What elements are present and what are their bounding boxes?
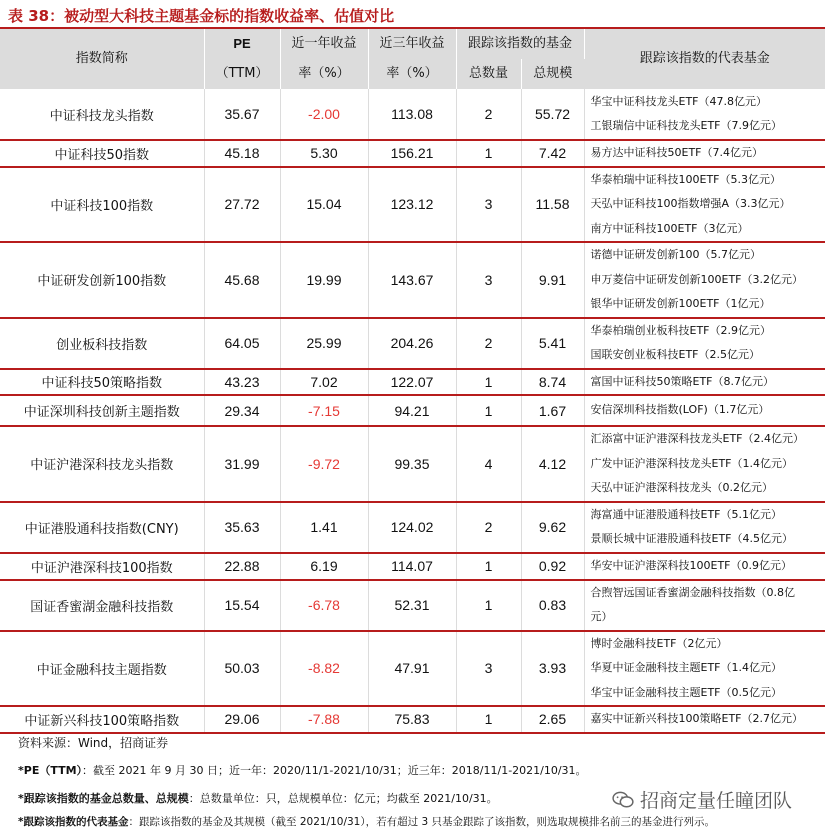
fund-scale: 0.92 — [521, 553, 584, 580]
fund-count: 2 — [456, 89, 521, 140]
fund-item: 安信深圳科技指数(LOF)（1.7亿元） — [590, 403, 770, 417]
return-1y: 25.99 — [280, 318, 368, 369]
representative-funds — [584, 631, 825, 707]
fund-item: 南方中证科技100ETF（3亿元） — [590, 221, 749, 235]
pe-value: 22.88 — [204, 553, 280, 580]
header-scale: 总规模 — [521, 59, 584, 89]
return-3y: 75.83 — [368, 706, 456, 733]
table-row — [0, 369, 825, 396]
index-name: 中证研发创新100指数 — [0, 242, 204, 318]
table-row — [0, 89, 825, 140]
watermark-text: 招商定量任瞳团队 — [640, 790, 793, 812]
fund-item: 易方达中证科技50ETF（7.4亿元） — [590, 146, 764, 159]
fund-item: 华泰柏瑞创业板科技ETF（2.9亿元） — [590, 323, 772, 337]
index-name: 中证金融科技主题指数 — [0, 631, 204, 707]
representative-funds — [584, 706, 825, 733]
fund-item: 元） — [590, 610, 613, 623]
table-row — [0, 553, 825, 580]
return-1y: 1.41 — [280, 502, 368, 553]
fund-scale: 9.62 — [521, 502, 584, 553]
pe-value: 43.23 — [204, 369, 280, 396]
return-1y: -9.72 — [280, 426, 368, 502]
return-1y: 6.19 — [280, 553, 368, 580]
fund-item: 诺德中证研发创新100（5.7亿元） — [590, 248, 762, 261]
fund-item: 华夏中证金融科技主题ETF（1.4亿元） — [590, 661, 783, 674]
index-name: 中证深圳科技创新主题指数 — [0, 395, 204, 426]
fund-item: 海富通中证港股通科技ETF（5.1亿元） — [590, 507, 783, 521]
fund-item: 广发中证沪港深科技龙头ETF（1.4亿元） — [590, 456, 794, 470]
fund-scale: 5.41 — [521, 318, 584, 369]
table-row — [0, 140, 825, 167]
table-row — [0, 167, 825, 243]
note-rep-funds — [18, 814, 715, 829]
representative-funds — [584, 242, 825, 318]
table-row — [0, 706, 825, 733]
index-name: 中证科技50指数 — [0, 140, 204, 167]
representative-funds — [584, 553, 825, 580]
header-count: 总数量 — [456, 59, 521, 89]
fund-item: 工银瑞信中证科技龙头ETF（7.9亿元） — [590, 119, 783, 132]
index-name: 中证港股通科技指数(CNY) — [0, 502, 204, 553]
fund-count: 3 — [456, 242, 521, 318]
note-pe — [18, 762, 587, 778]
table-row — [0, 318, 825, 369]
fund-item: 天弘中证科技100指数增强A（3.3亿元） — [590, 197, 791, 210]
table-row — [0, 631, 825, 707]
fund-item: 合煦智远国证香蜜湖金融科技指数（0.8亿 — [590, 585, 796, 599]
fund-count: 3 — [456, 167, 521, 243]
fund-item: 汇添富中证沪港深科技龙头ETF（2.4亿元） — [590, 432, 805, 445]
index-comparison-table — [0, 29, 825, 734]
fund-item: 天弘中证沪港深科技龙头（0.2亿元） — [590, 481, 774, 494]
fund-count: 1 — [456, 369, 521, 396]
table-row — [0, 580, 825, 631]
pe-value: 35.67 — [204, 89, 280, 140]
pe-value: 27.72 — [204, 167, 280, 243]
representative-funds — [584, 140, 825, 167]
fund-count: 2 — [456, 318, 521, 369]
watermark — [612, 786, 792, 813]
fund-item: 华宝中证科技龙头ETF（47.8亿元） — [590, 94, 768, 108]
fund-scale: 7.42 — [521, 140, 584, 167]
return-3y: 52.31 — [368, 580, 456, 631]
index-name: 中证沪港深科技龙头指数 — [0, 426, 204, 502]
fund-count: 1 — [456, 580, 521, 631]
pe-value: 29.06 — [204, 706, 280, 733]
pe-value: 45.18 — [204, 140, 280, 167]
return-3y: 99.35 — [368, 426, 456, 502]
fund-scale: 1.67 — [521, 395, 584, 426]
fund-scale: 8.74 — [521, 369, 584, 396]
note-pe-label: *PE（TTM） — [18, 764, 83, 777]
return-3y: 94.21 — [368, 395, 456, 426]
note-rep-funds-text: ：跟踪该指数的基金及其规模（截至 2021/10/31），若有超过 3 只基金跟踪了该指数，则选取规模排名前三的基金进行列示。 — [128, 816, 715, 828]
return-3y: 114.07 — [368, 553, 456, 580]
pe-value: 29.34 — [204, 395, 280, 426]
representative-funds — [584, 502, 825, 553]
fund-count: 4 — [456, 426, 521, 502]
return-3y: 47.91 — [368, 631, 456, 707]
representative-funds — [584, 167, 825, 243]
header-pe-2: （TTM） — [204, 59, 280, 89]
fund-scale: 0.83 — [521, 580, 584, 631]
return-1y: -8.82 — [280, 631, 368, 707]
fund-count: 1 — [456, 395, 521, 426]
fund-item: 景顺长城中证港股通科技ETF（4.5亿元） — [590, 532, 794, 545]
table-row — [0, 395, 825, 426]
pe-value: 64.05 — [204, 318, 280, 369]
table-title: 表 38：被动型大科技主题基金标的指数收益率、估值对比 — [8, 7, 395, 25]
return-3y: 124.02 — [368, 502, 456, 553]
index-name: 创业板科技指数 — [0, 318, 204, 369]
table-row — [0, 426, 825, 502]
header-funds: 跟踪该指数的代表基金 — [584, 29, 825, 89]
table-row — [0, 502, 825, 553]
return-3y: 123.12 — [368, 167, 456, 243]
note-fund-count-label: *跟踪该指数的基金总数量、总规模 — [18, 792, 189, 805]
return-1y: 19.99 — [280, 242, 368, 318]
fund-count: 1 — [456, 140, 521, 167]
index-name: 中证沪港深科技100指数 — [0, 553, 204, 580]
index-name: 国证香蜜湖金融科技指数 — [0, 580, 204, 631]
fund-item: 申万菱信中证研发创新100ETF（3.2亿元） — [590, 272, 804, 286]
representative-funds — [584, 395, 825, 426]
index-name: 中证新兴科技100策略指数 — [0, 706, 204, 733]
header-track-group: 跟踪该指数的基金 — [456, 29, 584, 59]
fund-count: 1 — [456, 553, 521, 580]
fund-scale: 4.12 — [521, 426, 584, 502]
return-1y: -2.00 — [280, 89, 368, 140]
note-rep-funds-label: *跟踪该指数的代表基金 — [18, 816, 129, 828]
header-r3-1: 近三年收益 — [368, 29, 456, 59]
return-3y: 122.07 — [368, 369, 456, 396]
fund-item: 银华中证研发创新100ETF（1亿元） — [590, 297, 771, 310]
fund-item: 华宝中证金融科技主题ETF（0.5亿元） — [590, 685, 783, 699]
note-fund-count-text: ：总数量单位：只，总规模单位：亿元；均截至 2021/10/31。 — [188, 792, 498, 805]
pe-value: 31.99 — [204, 426, 280, 502]
return-1y: -7.15 — [280, 395, 368, 426]
fund-count: 1 — [456, 706, 521, 733]
representative-funds — [584, 89, 825, 140]
fund-scale: 55.72 — [521, 89, 584, 140]
table-row — [0, 242, 825, 318]
return-3y: 204.26 — [368, 318, 456, 369]
fund-scale: 2.65 — [521, 706, 584, 733]
return-3y: 156.21 — [368, 140, 456, 167]
fund-item: 华泰柏瑞中证科技100ETF（5.3亿元） — [590, 172, 782, 186]
header-pe-1: PE — [204, 29, 280, 59]
header-r1-1: 近一年收益 — [280, 29, 368, 59]
note-pe-text: ：截至 2021 年 9 月 30 日；近一年：2020/11/1-2021/10/31；近三年：2018/11/1-2021/10/31。 — [82, 764, 587, 777]
header-r1-2: 率（%） — [280, 59, 368, 89]
fund-item: 华安中证沪港深科技100ETF（0.9亿元） — [590, 558, 793, 572]
fund-scale: 3.93 — [521, 631, 584, 707]
return-3y: 143.67 — [368, 242, 456, 318]
representative-funds — [584, 318, 825, 369]
index-name: 中证科技50策略指数 — [0, 369, 204, 396]
return-1y: 7.02 — [280, 369, 368, 396]
fund-item: 富国中证科技50策略ETF（8.7亿元） — [590, 374, 775, 388]
fund-item: 博时金融科技ETF（2亿元） — [590, 636, 728, 650]
pe-value: 45.68 — [204, 242, 280, 318]
fund-item: 嘉实中证新兴科技100策略ETF（2.7亿元） — [590, 712, 804, 725]
return-1y: 5.30 — [280, 140, 368, 167]
fund-count: 2 — [456, 502, 521, 553]
return-1y: -6.78 — [280, 580, 368, 631]
source-note: 资料来源：Wind，招商证券 — [18, 736, 169, 750]
fund-count: 3 — [456, 631, 521, 707]
return-3y: 113.08 — [368, 89, 456, 140]
wechat-icon — [612, 791, 634, 809]
fund-scale: 11.58 — [521, 167, 584, 243]
header-r3-2: 率（%） — [368, 59, 456, 89]
header-name: 指数简称 — [0, 29, 204, 89]
return-1y: 15.04 — [280, 167, 368, 243]
representative-funds — [584, 369, 825, 396]
index-name: 中证科技100指数 — [0, 167, 204, 243]
return-1y: -7.88 — [280, 706, 368, 733]
fund-item: 国联安创业板科技ETF（2.5亿元） — [590, 348, 761, 361]
index-name: 中证科技龙头指数 — [0, 89, 204, 140]
pe-value: 50.03 — [204, 631, 280, 707]
representative-funds — [584, 580, 825, 631]
representative-funds — [584, 426, 825, 502]
pe-value: 35.63 — [204, 502, 280, 553]
note-fund-count — [18, 790, 498, 806]
fund-scale: 9.91 — [521, 242, 584, 318]
pe-value: 15.54 — [204, 580, 280, 631]
